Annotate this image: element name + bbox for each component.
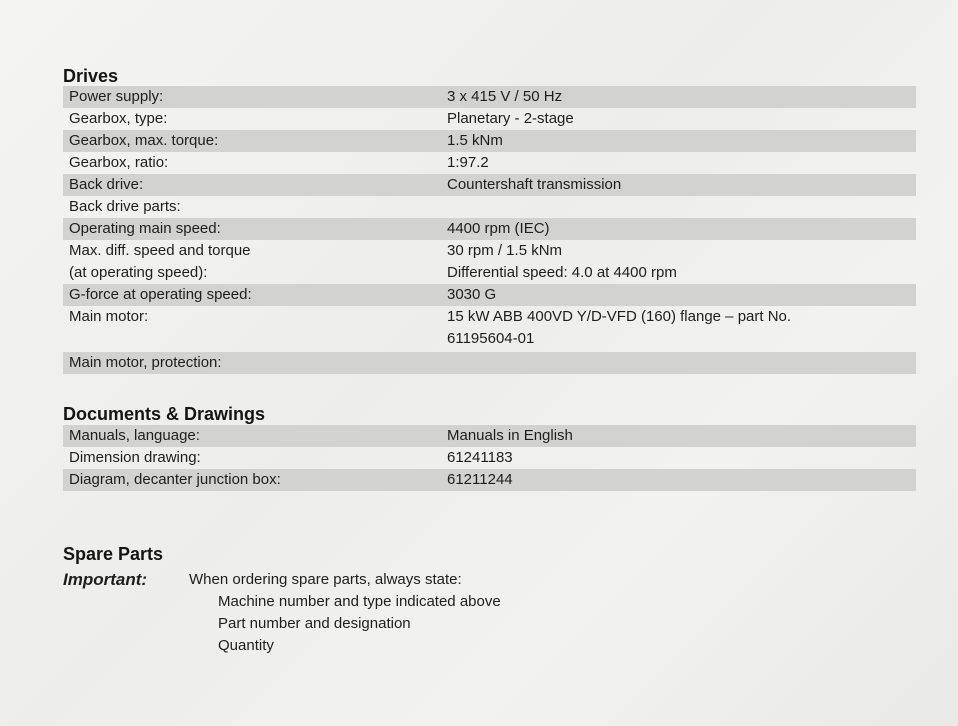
row-value: Countershaft transmission xyxy=(447,176,622,193)
row-label: Manuals, language: xyxy=(69,427,200,444)
important-intro: When ordering spare parts, always state: xyxy=(189,571,462,588)
table-row xyxy=(63,284,916,306)
row-label: Diagram, decanter junction box: xyxy=(69,471,281,488)
spare-parts-section xyxy=(63,544,663,657)
row-label: (at operating speed): xyxy=(69,264,208,281)
list-item: Quantity xyxy=(218,637,274,654)
row-value: 3 x 415 V / 50 Hz xyxy=(447,88,563,105)
important-label: Important: xyxy=(63,570,148,589)
row-label: Operating main speed: xyxy=(69,220,221,237)
table-row xyxy=(63,447,916,469)
row-value: 4400 rpm (IEC) xyxy=(447,220,550,237)
row-value: 15 kW ABB 400VD Y/D-VFD (160) flange – part No. xyxy=(447,308,792,325)
table-row xyxy=(63,469,916,491)
table-row xyxy=(63,240,916,262)
table-row xyxy=(63,174,916,196)
row-value: 1:97.2 xyxy=(447,154,489,171)
list-item: Machine number and type indicated above xyxy=(218,593,501,610)
drives-table xyxy=(63,86,916,374)
row-value: 61241183 xyxy=(447,449,513,466)
table-row xyxy=(63,425,916,447)
table-row xyxy=(63,352,916,374)
row-value: 3030 G xyxy=(447,286,497,303)
documents-heading: Documents & Drawings xyxy=(63,404,266,424)
row-label: Back drive parts: xyxy=(69,198,181,215)
row-value: 61195604-01 xyxy=(447,330,535,347)
row-label: Main motor: xyxy=(69,308,149,325)
row-label: Power supply: xyxy=(69,88,164,105)
table-row xyxy=(63,306,916,328)
table-row xyxy=(63,262,916,284)
row-label: Gearbox, max. torque: xyxy=(69,132,219,149)
table-row xyxy=(63,328,916,350)
row-label: Gearbox, ratio: xyxy=(69,154,169,171)
row-value: Differential speed: 4.0 at 4400 rpm xyxy=(447,264,677,281)
documents-table xyxy=(63,425,916,491)
row-value: Manuals in English xyxy=(447,427,573,444)
table-row xyxy=(63,152,916,174)
table-row xyxy=(63,196,916,218)
row-label: Back drive: xyxy=(69,176,144,193)
list-item: Part number and designation xyxy=(218,615,411,632)
row-label: Gearbox, type: xyxy=(69,110,168,127)
table-row xyxy=(63,108,916,130)
important-note xyxy=(63,569,663,591)
table-row xyxy=(63,86,916,108)
table-row xyxy=(63,218,916,240)
table-row xyxy=(63,130,916,152)
row-value: 30 rpm / 1.5 kNm xyxy=(447,242,563,259)
row-value: 1.5 kNm xyxy=(447,132,503,149)
row-label: Max. diff. speed and torque xyxy=(69,242,251,259)
row-value: Planetary - 2-stage xyxy=(447,110,574,127)
row-label: Dimension drawing: xyxy=(69,449,201,466)
row-label: Main motor, protection: xyxy=(69,354,222,371)
drives-heading: Drives xyxy=(63,66,119,86)
row-label: G-force at operating speed: xyxy=(69,286,252,303)
spare-parts-heading: Spare Parts xyxy=(63,544,164,564)
row-value: 61211244 xyxy=(447,471,513,488)
